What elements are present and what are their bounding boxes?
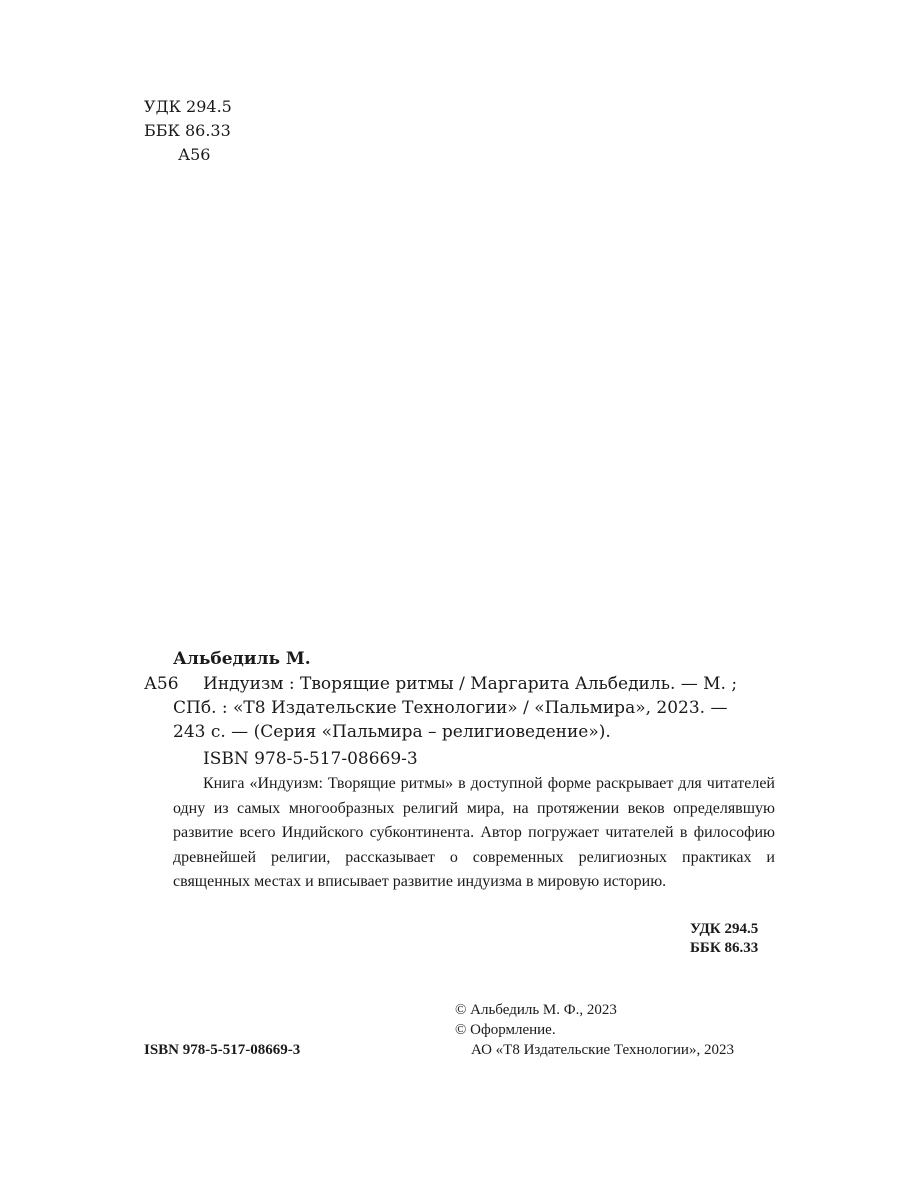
bottom-isbn: ISBN 978-5-517-08669-3 <box>144 1042 301 1058</box>
catalog-title-line-1: Индуизм : Творящие ритмы / Маргарита Альбедиль. — М. ; <box>203 674 738 694</box>
catalog-author-mark: А56 <box>144 674 179 694</box>
book-annotation: Книга «Индуизм: Творящие ритмы» в доступной форме раскрывает для читателей одну из самых многообразных религий мира, на протяжении веков определявшую развитие всего Индийского субконтинента. Автор погружает читателей в философию древнейшей религии, рассказывает о современных религиозных практиках и священных местах и вписывает развитие индуизма в мировую историю. <box>173 775 775 890</box>
bottom-bbk-code: ББК 86.33 <box>690 940 759 956</box>
copyright-design: © Оформление. <box>455 1022 556 1038</box>
top-udk-code: УДК 294.5 <box>144 97 232 116</box>
top-bbk-code: ББК 86.33 <box>144 121 231 140</box>
copyright-publisher: АО «Т8 Издательские Технологии», 2023 <box>471 1042 734 1058</box>
catalog-title-line-2: СПб. : «Т8 Издательские Технологии» / «Пальмира», 2023. — <box>173 698 728 718</box>
bottom-classification-codes <box>690 920 758 958</box>
bottom-udk-code: УДК 294.5 <box>690 921 759 937</box>
catalog-isbn: ISBN 978-5-517-08669-3 <box>203 749 418 769</box>
top-classification-codes <box>144 95 232 167</box>
top-author-mark: А56 <box>178 145 211 164</box>
catalog-author: Альбедиль М. <box>173 649 311 669</box>
copyright-block <box>455 1000 734 1060</box>
catalog-title-line-3: 243 с. — (Серия «Пальмира – религиоведение»). <box>173 722 611 742</box>
copyright-author: © Альбедиль М. Ф., 2023 <box>455 1002 617 1018</box>
